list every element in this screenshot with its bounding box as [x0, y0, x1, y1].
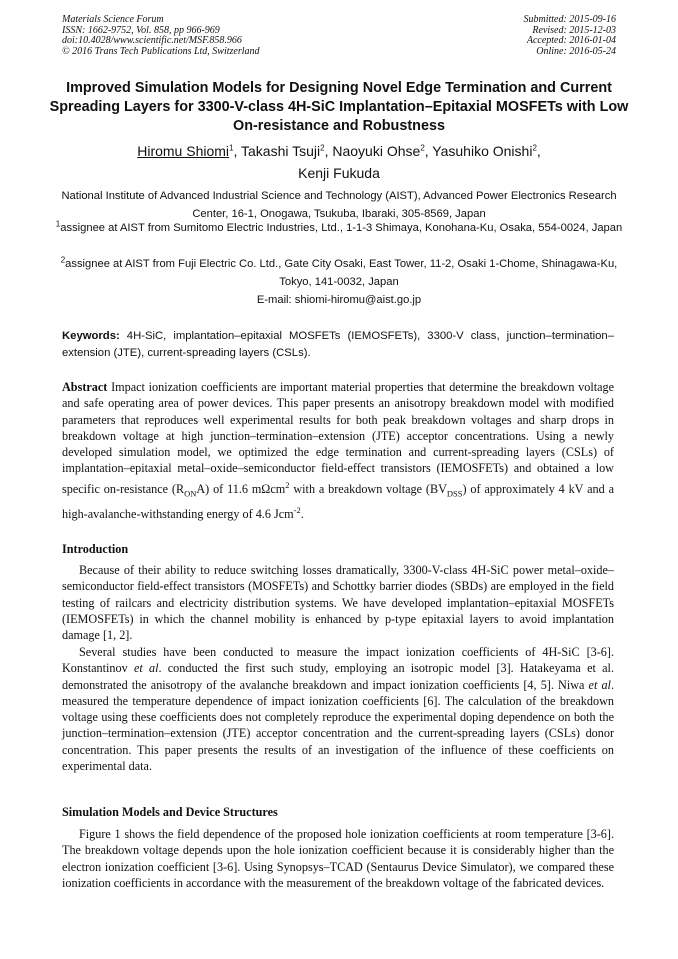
affiliation-2-text: assignee at AIST from Fuji Electric Co. Ltd., Gate City Osaki, East Tower, 11-2, Osaki 1-Chome, Shinagawa-Ku, Tokyo, 141-0032, Japan	[65, 258, 618, 288]
author-name: Kenji Fukuda	[298, 165, 380, 181]
affiliation-mark: 1	[55, 219, 61, 229]
online-date: Online: 2016-05-24	[536, 45, 616, 57]
abstract	[62, 379, 614, 522]
affiliation-mark: 2	[60, 255, 66, 265]
issn-line: ISSN: 1662-9752, Vol. 858, pp 966-969	[62, 24, 220, 36]
affiliation-mark: 2	[320, 143, 325, 153]
submitted-date: Submitted: 2015-09-16	[523, 14, 616, 25]
subscript-on: ON	[184, 488, 197, 499]
italic-text: et al	[133, 661, 159, 676]
abstract-label: Abstract	[62, 380, 108, 394]
superscript: -2	[293, 504, 301, 515]
affiliation-mark: 1	[229, 143, 234, 153]
abstract-text: ) of approximately 4 kV and a high-avalanche-withstanding energy of 4.6 Jcm	[62, 481, 614, 521]
doi-line: doi:10.4028/www.scientific.net/MSF.858.966	[62, 35, 242, 46]
section-heading: Simulation Models and Device Structures	[62, 805, 278, 819]
author-list: Hiromu Shiomi$^1$, Takashi Tsuji$^2$, Naoyuki Ohse$^2$, Yasuhiko Onishi$^2$, Kenji Fukuda	[137, 143, 541, 181]
paragraph: Because of their ability to reduce switching losses dramatically, 3300-V-class 4H-SiC power metal–oxide–semiconductor field-effect transistors (MOSFETs) and Schottky barrier diodes (SBDs) are employed in the field testing of railcars and electricity distribution systems. We have developed implantation–epitaxial MOSFETs (IEMOSFETs) in which the channel mobility is enhanced by p-type epitaxial layers to avoid implantation damage [1, 2].	[62, 563, 614, 643]
keywords	[62, 328, 614, 362]
revised-date: Revised: 2015-12-03	[532, 24, 616, 36]
author-name: Naoyuki Ohse	[332, 143, 421, 159]
affiliation-1	[52, 220, 626, 238]
copyright-line: © 2016 Trans Tech Publications Ltd, Switzerland	[62, 45, 260, 57]
abstract-text: A) of 11.6 mΩcm	[196, 481, 286, 496]
affiliation-mark: 2	[532, 143, 537, 153]
journal-info	[62, 15, 260, 57]
italic-text: et al	[588, 677, 611, 692]
accepted-date: Accepted: 2016-01-04	[526, 35, 616, 46]
paragraph-text: . conducted the first such study, employing an isotropic model [3]. Hatakeyama et al. demonstrated the anisotropy of the avalanche breakdown and impact ionization coefficients [4, 5]. Niwa	[62, 661, 614, 692]
subscript-dss: DSS	[446, 488, 463, 499]
author-name: Takashi Tsuji	[241, 143, 321, 159]
publication-dates	[524, 15, 617, 57]
section-heading: Introduction	[62, 542, 129, 556]
abstract-text: Impact ionization coefficients are important material properties that determine the breakdown voltage and safe operating area of power devices. This paper presents an anisotropy breakdown model with modified parameters that reproduces well experimental results for both peak breakdown voltages and sharp drops in breakdown voltage at high junction–termination–extension (JTE) acceptor concentrations. Using a newly developed simulation model, we optimized the edge termination and current-spreading layers (CSLs) of implantation–epitaxial metal–oxide–semiconductor field-effect transistors (IEMOSFETs) and obtained a low specific on-resistance (R	[62, 380, 614, 496]
paragraph	[62, 644, 614, 774]
paper-title: Improved Simulation Models for Designing Novel Edge Termination and Current Spreading Layers for 3300-V-class 4H-SiC Implantation–Epitaxial MOSFETs with Low On-resistance and Robustness	[49, 80, 629, 134]
author-name: Yasuhiko Onishi	[432, 143, 533, 159]
contact-email[interactable]: E-mail: shiomi-hiromu@aist.go.jp	[256, 294, 422, 306]
paragraph-text: Several studies have been conducted to measure the impact ionization coefficients of 4H-SiC [3-6]. Konstantinov	[62, 645, 614, 676]
author-name[interactable]: Hiromu Shiomi	[137, 143, 230, 159]
paragraph: Figure 1 shows the field dependence of the proposed hole ionization coefficients at room temperature [3-6]. The breakdown voltage depends upon the hole ionization coefficient because it is considerably higher than the electron ionization coefficient [3-6]. Using Synopsys–TCAD (Sentaurus Device Simulator), we compared these ionization coefficients in accordance with the measurement of the breakdown voltage of the fabricated devices.	[62, 827, 614, 890]
abstract-text: with a breakdown voltage (BV	[289, 481, 447, 496]
superscript: 2	[285, 479, 290, 490]
journal-name: Materials Science Forum	[62, 14, 164, 25]
affiliation-1-text: assignee at AIST from Sumitomo Electric Industries, Ltd., 1-1-3 Shimaya, Konohana-Ku, Osaka, 554-0024, Japan	[60, 222, 623, 234]
affiliation-mark: 2	[420, 143, 425, 153]
keywords-label: Keywords:	[62, 330, 120, 342]
paragraph-text: . measured the temperature dependence of impact ionization coefficients [6]. The calculation of the breakdown voltage using these coefficients does not completely reproduce the experimental doping dependence on both the junction–termination–extension (JTE) acceptor concentration and the current-spreading layers (CSLs) donor concentration. This paper presents the results of an investigation of the influence of these coefficients on experimental data.	[62, 677, 614, 774]
affiliation-main: National Institute of Advanced Industrial Science and Technology (AIST), Advanced Power Electronics Research Center, 16-1, Onogawa, Tsukuba, Ibaraki, 305-8569, Japan	[61, 190, 617, 220]
affiliation-2	[52, 256, 626, 291]
keywords-text: 4H-SiC, implantation–epitaxial MOSFETs (IEMOSFETs), 3300-V class, junction–termination–extension (JTE), current-spreading layers (CSLs).	[62, 330, 614, 359]
abstract-text: .	[300, 506, 304, 521]
